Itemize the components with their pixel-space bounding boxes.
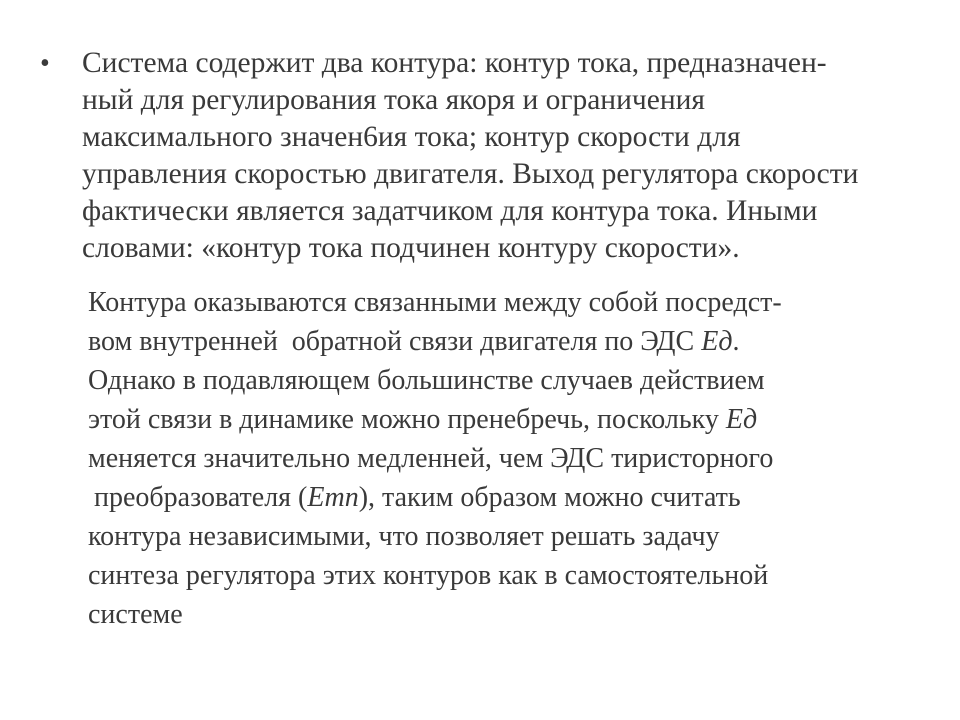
text-line: фактически является задатчиком для контура тока. Иными <box>82 195 818 227</box>
text-line: синтеза регулятора этих контуров как в самостоятельной <box>88 560 769 591</box>
text-line: меняется значительно медленней, чем ЭДС тиристорного <box>88 443 774 474</box>
text-fragment: преобразователя ( <box>94 482 308 513</box>
paragraph-contour-coupling <box>88 283 908 634</box>
text-line: Контура оказываются связанными между собой посредст- <box>88 287 782 318</box>
text-line: системе <box>88 599 183 630</box>
text-fragment: этой связи в динамике можно пренебречь, поскольку <box>88 404 726 435</box>
paragraph-system-description <box>82 45 920 267</box>
converter-emf-symbol: Етп <box>307 482 359 513</box>
text-line: Однако в подавляющем большинстве случаев действием <box>88 365 765 396</box>
emf-symbol: Ед <box>701 326 733 357</box>
emf-symbol: Ед <box>725 404 758 435</box>
text-line <box>88 322 908 361</box>
text-line: словами: «контур тока подчинен контуру скорости». <box>82 232 740 264</box>
text-line <box>88 400 908 439</box>
text-line: максимального значен6ия тока; контур скорости для <box>82 121 741 153</box>
text-fragment: ), таким образом можно считать <box>358 482 741 513</box>
text-line: ный для регулирования тока якоря и ограничения <box>82 84 705 116</box>
text-line: управления скоростью двигателя. Выход регулятора скорости <box>82 158 859 190</box>
text-line: Система содержит два контура: контур тока, предназначен- <box>82 47 827 79</box>
text-line <box>88 478 908 517</box>
text-fragment: вом внутренней обратной связи двигателя по ЭДС <box>88 326 702 357</box>
bullet-dot: • <box>40 48 50 79</box>
text-line: контура независимыми, что позволяет решать задачу <box>88 521 720 552</box>
text-fragment: . <box>732 326 740 357</box>
